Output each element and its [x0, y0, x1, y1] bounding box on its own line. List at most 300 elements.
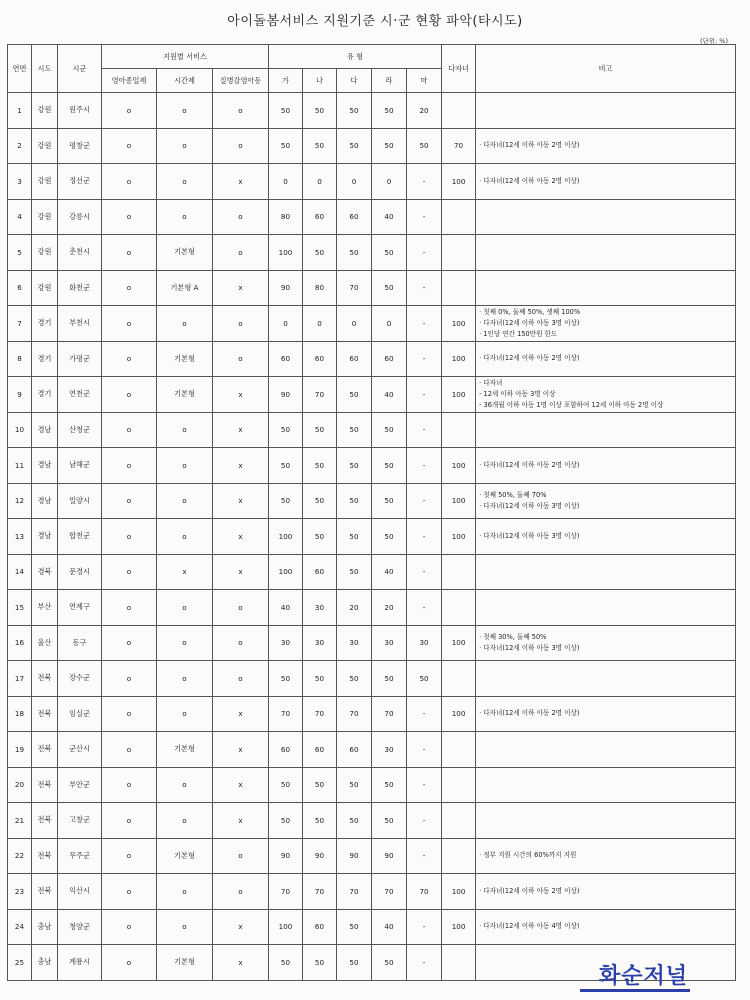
row-service-time-cell: o [157, 909, 213, 945]
row-service-time-cell: o [157, 625, 213, 661]
row-type-cell: 100 [269, 519, 303, 555]
row-service-time-cell: o [157, 93, 213, 129]
row-type-cell: 50 [372, 945, 407, 981]
row-no-cell: 6 [8, 270, 32, 306]
row-note-cell [476, 661, 736, 697]
row-type-cell: 50 [337, 128, 372, 164]
row-service-time-cell: 기본형 [157, 732, 213, 768]
row-type-cell: 0 [337, 164, 372, 200]
row-type-cell: 30 [407, 625, 442, 661]
row-multi-child-cell [442, 732, 476, 768]
table-row [8, 341, 736, 377]
row-type-cell: - [407, 199, 442, 235]
note-line: · 첫째 0%, 둘째 50%, 셋째 100% [479, 307, 581, 316]
table-row [8, 306, 736, 342]
row-no-cell: 18 [8, 696, 32, 732]
note-line: · 다자녀(12세 이하 아동 2명 이상) [479, 886, 580, 895]
row-type-cell: 50 [337, 483, 372, 519]
row-type-cell: 90 [337, 838, 372, 874]
table-row [8, 838, 736, 874]
row-type-cell: 50 [269, 448, 303, 484]
row-sigun-cell: 청양군 [58, 909, 102, 945]
row-type-cell: - [407, 164, 442, 200]
row-note-cell [476, 554, 736, 590]
row-type-cell: 50 [372, 519, 407, 555]
row-multi-child-cell: 100 [442, 625, 476, 661]
note-line: · 1인당 연간 150만원 한도 [479, 329, 558, 338]
support-criteria-table [7, 44, 736, 981]
note-line: - 12세 이하 아동 3명 이상 [479, 389, 556, 398]
row-service-infant-cell: o [102, 519, 157, 555]
row-note-cell [476, 519, 736, 555]
note-line: · 다자녀(12세 이하 아동 3명 이상) [479, 501, 580, 510]
row-service-sick-cell: o [213, 874, 269, 910]
row-type-cell: - [407, 590, 442, 626]
row-service-sick-cell: x [213, 412, 269, 448]
note-line: · 첫째 50%, 둘째 70% [479, 490, 547, 499]
row-sido-cell: 전북 [32, 838, 58, 874]
header-multi-child: 다자녀 [442, 45, 476, 93]
row-type-cell: 40 [372, 554, 407, 590]
row-type-cell: 60 [269, 732, 303, 768]
note-line: · 다자녀(12세 이하 아동 2명 이상) [479, 460, 580, 469]
row-note-cell [476, 838, 736, 874]
row-type-cell: 60 [303, 554, 337, 590]
row-no-cell: 20 [8, 767, 32, 803]
row-no-cell: 12 [8, 483, 32, 519]
table-row [8, 767, 736, 803]
header-type: 나 [303, 69, 337, 93]
row-type-cell: 70 [269, 874, 303, 910]
row-type-cell: 50 [372, 661, 407, 697]
row-type-cell: 50 [372, 412, 407, 448]
row-service-infant-cell: o [102, 732, 157, 768]
row-sido-cell: 강원 [32, 128, 58, 164]
row-type-cell: 50 [337, 235, 372, 271]
row-sigun-cell: 부안군 [58, 767, 102, 803]
row-sigun-cell: 화천군 [58, 270, 102, 306]
header-type: 라 [372, 69, 407, 93]
row-type-cell: - [407, 412, 442, 448]
row-type-cell: 0 [372, 306, 407, 342]
row-type-cell: 100 [269, 554, 303, 590]
note-line: · 다자녀(12세 이하 아동 2명 이상) [479, 354, 580, 363]
table-row [8, 803, 736, 839]
note-line: · 다자녀(12세 이하 아동 3명 이상) [479, 643, 580, 652]
row-sigun-cell: 익산시 [58, 874, 102, 910]
row-sigun-cell: 원주시 [58, 93, 102, 129]
row-service-time-cell: o [157, 661, 213, 697]
row-type-cell: 50 [303, 93, 337, 129]
unit-label: (단위: %) [699, 37, 728, 45]
header-type: 다 [337, 69, 372, 93]
row-no-cell: 13 [8, 519, 32, 555]
row-type-cell: 60 [269, 341, 303, 377]
row-type-cell: - [407, 838, 442, 874]
row-service-time-cell: o [157, 803, 213, 839]
row-service-sick-cell: x [213, 519, 269, 555]
table-row [8, 448, 736, 484]
row-type-cell: 50 [372, 235, 407, 271]
note-line: · 정부 지원 시간의 60%까지 지원 [479, 851, 577, 860]
row-service-time-cell: 기본형 A [157, 270, 213, 306]
row-service-time-cell: 기본형 [157, 945, 213, 981]
row-sido-cell: 강원 [32, 164, 58, 200]
row-service-infant-cell: o [102, 625, 157, 661]
row-note-cell [476, 306, 736, 342]
row-type-cell: 0 [269, 306, 303, 342]
row-no-cell: 25 [8, 945, 32, 981]
row-service-infant-cell: o [102, 909, 157, 945]
row-type-cell: 100 [269, 235, 303, 271]
row-sigun-cell: 부천시 [58, 306, 102, 342]
row-type-cell: - [407, 554, 442, 590]
row-multi-child-cell: 70 [442, 128, 476, 164]
row-type-cell: 40 [372, 909, 407, 945]
row-service-sick-cell: x [213, 945, 269, 981]
row-no-cell: 7 [8, 306, 32, 342]
table-row [8, 235, 736, 271]
row-service-sick-cell: o [213, 93, 269, 129]
row-no-cell: 15 [8, 590, 32, 626]
table-row [8, 519, 736, 555]
row-type-cell: 50 [372, 803, 407, 839]
header-sido: 시도 [32, 45, 58, 93]
row-note-cell [476, 235, 736, 271]
row-service-sick-cell: o [213, 235, 269, 271]
row-multi-child-cell [442, 235, 476, 271]
row-sigun-cell: 계룡시 [58, 945, 102, 981]
row-sido-cell: 전북 [32, 661, 58, 697]
note-line: - 36개월 이하 아동 1명 이상 포함하여 12세 이하 아동 2명 이상 [479, 400, 664, 409]
row-multi-child-cell: 100 [442, 909, 476, 945]
row-type-cell: 90 [269, 377, 303, 413]
row-type-cell: 70 [372, 874, 407, 910]
row-type-cell: 90 [372, 838, 407, 874]
row-no-cell: 11 [8, 448, 32, 484]
row-type-cell: - [407, 306, 442, 342]
row-type-cell: 90 [269, 270, 303, 306]
row-service-infant-cell: o [102, 661, 157, 697]
row-sido-cell: 경남 [32, 412, 58, 448]
document-title: 아이돌봄서비스 지원기준 시·군 현황 파악(타시도) [227, 14, 523, 29]
row-type-cell: 50 [303, 235, 337, 271]
row-sigun-cell: 군산시 [58, 732, 102, 768]
row-type-cell: 60 [337, 732, 372, 768]
row-sigun-cell: 가평군 [58, 341, 102, 377]
row-service-sick-cell: o [213, 128, 269, 164]
row-service-sick-cell: x [213, 732, 269, 768]
row-note-cell [476, 412, 736, 448]
row-sido-cell: 경기 [32, 341, 58, 377]
row-type-cell: 50 [303, 519, 337, 555]
row-note-cell [476, 874, 736, 910]
row-type-cell: 90 [303, 838, 337, 874]
row-type-cell: 20 [407, 93, 442, 129]
row-sido-cell: 경남 [32, 483, 58, 519]
table-row [8, 625, 736, 661]
row-note-cell [476, 732, 736, 768]
table-row [8, 377, 736, 413]
row-multi-child-cell [442, 838, 476, 874]
row-service-infant-cell: o [102, 128, 157, 164]
row-type-cell: 50 [372, 483, 407, 519]
row-note-cell [476, 590, 736, 626]
row-type-cell: 50 [372, 448, 407, 484]
row-type-cell: 60 [303, 909, 337, 945]
row-type-cell: - [407, 803, 442, 839]
row-sigun-cell: 무주군 [58, 838, 102, 874]
table-row [8, 696, 736, 732]
row-type-cell: 50 [372, 128, 407, 164]
row-no-cell: 1 [8, 93, 32, 129]
row-type-cell: 70 [303, 377, 337, 413]
header-service: 영아종일제 [102, 69, 157, 93]
row-type-cell: 70 [269, 696, 303, 732]
row-type-cell: 70 [337, 696, 372, 732]
row-type-cell: 60 [372, 341, 407, 377]
row-sido-cell: 경북 [32, 554, 58, 590]
row-sido-cell: 전북 [32, 874, 58, 910]
note-line: · 다자녀(12세 이하 아동 2명 이상) [479, 141, 580, 150]
table-row [8, 412, 736, 448]
row-type-cell: 50 [372, 270, 407, 306]
header-no: 연번 [8, 45, 32, 93]
row-type-cell: 50 [337, 377, 372, 413]
watermark-logo: 화순저널 [598, 963, 688, 989]
row-service-time-cell: o [157, 448, 213, 484]
row-sido-cell: 강원 [32, 93, 58, 129]
table-row [8, 164, 736, 200]
row-type-cell: 60 [303, 199, 337, 235]
row-note-cell [476, 128, 736, 164]
row-note-cell [476, 909, 736, 945]
row-no-cell: 5 [8, 235, 32, 271]
row-type-cell: 50 [303, 412, 337, 448]
row-service-infant-cell: o [102, 270, 157, 306]
row-no-cell: 21 [8, 803, 32, 839]
table-row [8, 270, 736, 306]
row-type-cell: 50 [303, 448, 337, 484]
table-row [8, 590, 736, 626]
row-type-cell: - [407, 732, 442, 768]
note-line: · 다자녀(12세 이하 아동 2명 이상) [479, 709, 580, 718]
row-multi-child-cell: 100 [442, 696, 476, 732]
table-row [8, 661, 736, 697]
row-sido-cell: 전북 [32, 767, 58, 803]
row-service-time-cell: o [157, 128, 213, 164]
row-service-sick-cell: o [213, 306, 269, 342]
row-sigun-cell: 산청군 [58, 412, 102, 448]
row-note-cell [476, 199, 736, 235]
row-service-sick-cell: o [213, 590, 269, 626]
row-service-infant-cell: o [102, 483, 157, 519]
row-type-cell: 30 [337, 625, 372, 661]
row-note-cell [476, 803, 736, 839]
header-note: 비고 [476, 45, 736, 93]
row-type-cell: 30 [372, 625, 407, 661]
row-no-cell: 4 [8, 199, 32, 235]
row-no-cell: 19 [8, 732, 32, 768]
table-row [8, 732, 736, 768]
row-service-sick-cell: x [213, 696, 269, 732]
row-type-cell: - [407, 909, 442, 945]
row-note-cell [476, 483, 736, 519]
row-type-cell: 50 [337, 661, 372, 697]
row-type-cell: 0 [337, 306, 372, 342]
row-type-cell: 50 [303, 945, 337, 981]
row-service-time-cell: 기본형 [157, 235, 213, 271]
row-sigun-cell: 정선군 [58, 164, 102, 200]
row-type-cell: 50 [269, 945, 303, 981]
row-service-infant-cell: o [102, 341, 157, 377]
row-service-sick-cell: x [213, 377, 269, 413]
row-type-cell: 70 [337, 270, 372, 306]
row-service-sick-cell: x [213, 448, 269, 484]
row-type-cell: 60 [303, 341, 337, 377]
row-service-time-cell: o [157, 696, 213, 732]
row-sigun-cell: 장수군 [58, 661, 102, 697]
row-type-cell: 40 [372, 199, 407, 235]
row-service-time-cell: o [157, 767, 213, 803]
row-type-cell: 50 [337, 767, 372, 803]
row-service-infant-cell: o [102, 554, 157, 590]
row-type-cell: 30 [303, 625, 337, 661]
row-type-cell: 50 [407, 661, 442, 697]
row-service-sick-cell: o [213, 838, 269, 874]
row-multi-child-cell: 100 [442, 377, 476, 413]
row-type-cell: - [407, 519, 442, 555]
row-service-time-cell: o [157, 590, 213, 626]
row-type-cell: 70 [337, 874, 372, 910]
row-note-cell [476, 341, 736, 377]
row-type-cell: 50 [269, 661, 303, 697]
row-multi-child-cell [442, 412, 476, 448]
row-type-cell: 80 [269, 199, 303, 235]
row-no-cell: 24 [8, 909, 32, 945]
row-type-cell: - [407, 377, 442, 413]
table-row [8, 483, 736, 519]
row-multi-child-cell [442, 945, 476, 981]
row-sigun-cell: 강릉시 [58, 199, 102, 235]
row-type-cell: 50 [303, 483, 337, 519]
row-type-cell: 60 [337, 341, 372, 377]
row-sido-cell: 울산 [32, 625, 58, 661]
row-type-cell: 50 [303, 803, 337, 839]
row-type-cell: 50 [269, 803, 303, 839]
note-line: · 다자녀(12세 이하 아동 3명 이상) [479, 531, 580, 540]
row-type-cell: 60 [337, 199, 372, 235]
header-type: 가 [269, 69, 303, 93]
row-service-sick-cell: x [213, 909, 269, 945]
row-sido-cell: 전북 [32, 803, 58, 839]
row-service-infant-cell: o [102, 448, 157, 484]
row-type-cell: 20 [337, 590, 372, 626]
row-sido-cell: 부산 [32, 590, 58, 626]
row-type-cell: 50 [337, 519, 372, 555]
row-no-cell: 3 [8, 164, 32, 200]
row-sido-cell: 경남 [32, 448, 58, 484]
row-note-cell [476, 164, 736, 200]
row-sido-cell: 강원 [32, 199, 58, 235]
row-multi-child-cell: 100 [442, 306, 476, 342]
row-service-sick-cell: x [213, 767, 269, 803]
row-multi-child-cell [442, 270, 476, 306]
row-sigun-cell: 춘천시 [58, 235, 102, 271]
row-service-time-cell: o [157, 483, 213, 519]
row-multi-child-cell: 100 [442, 448, 476, 484]
row-sido-cell: 충남 [32, 945, 58, 981]
row-sigun-cell: 평창군 [58, 128, 102, 164]
row-sido-cell: 전북 [32, 732, 58, 768]
row-multi-child-cell [442, 661, 476, 697]
table-row [8, 199, 736, 235]
row-note-cell [476, 270, 736, 306]
row-multi-child-cell [442, 767, 476, 803]
row-type-cell: 70 [303, 696, 337, 732]
row-no-cell: 23 [8, 874, 32, 910]
table-row [8, 93, 736, 129]
header-type-group: 유 형 [269, 45, 442, 69]
row-service-sick-cell: x [213, 164, 269, 200]
row-service-infant-cell: o [102, 235, 157, 271]
row-multi-child-cell: 100 [442, 164, 476, 200]
table-body [8, 93, 736, 981]
row-no-cell: 17 [8, 661, 32, 697]
row-type-cell: - [407, 235, 442, 271]
row-sigun-cell: 연천군 [58, 377, 102, 413]
row-note-cell [476, 767, 736, 803]
note-line: · 다자녀 [479, 378, 503, 387]
row-type-cell: 50 [269, 767, 303, 803]
row-type-cell: - [407, 767, 442, 803]
row-sigun-cell: 연제구 [58, 590, 102, 626]
row-service-sick-cell: x [213, 483, 269, 519]
row-type-cell: 80 [303, 270, 337, 306]
row-type-cell: 70 [407, 874, 442, 910]
row-type-cell: 50 [337, 909, 372, 945]
row-service-infant-cell: o [102, 164, 157, 200]
row-sido-cell: 경남 [32, 519, 58, 555]
row-service-infant-cell: o [102, 696, 157, 732]
note-line: · 첫째 30%, 둘째 50% [479, 632, 547, 641]
row-service-time-cell: x [157, 554, 213, 590]
row-service-infant-cell: o [102, 377, 157, 413]
row-no-cell: 8 [8, 341, 32, 377]
row-type-cell: 50 [372, 93, 407, 129]
row-type-cell: - [407, 448, 442, 484]
row-note-cell [476, 377, 736, 413]
row-multi-child-cell [442, 554, 476, 590]
row-multi-child-cell: 100 [442, 519, 476, 555]
row-no-cell: 22 [8, 838, 32, 874]
row-type-cell: 50 [269, 93, 303, 129]
header-service-group: 지원별 서비스 [102, 45, 269, 69]
row-service-infant-cell: o [102, 412, 157, 448]
row-service-sick-cell: x [213, 554, 269, 590]
header-service: 시간제 [157, 69, 213, 93]
row-multi-child-cell [442, 93, 476, 129]
note-line: · 다자녀(12세 이하 아동 2명 이상) [479, 176, 580, 185]
row-note-cell [476, 625, 736, 661]
row-type-cell: - [407, 696, 442, 732]
header-sigun: 시군 [58, 45, 102, 93]
note-line: · 다자녀(12세 이하 아동 4명 이상) [479, 922, 580, 931]
row-type-cell: 50 [269, 483, 303, 519]
row-type-cell: 50 [269, 412, 303, 448]
row-type-cell: 30 [303, 590, 337, 626]
note-line: · 다자녀(12세 이하 아동 3명 이상) [479, 318, 580, 327]
